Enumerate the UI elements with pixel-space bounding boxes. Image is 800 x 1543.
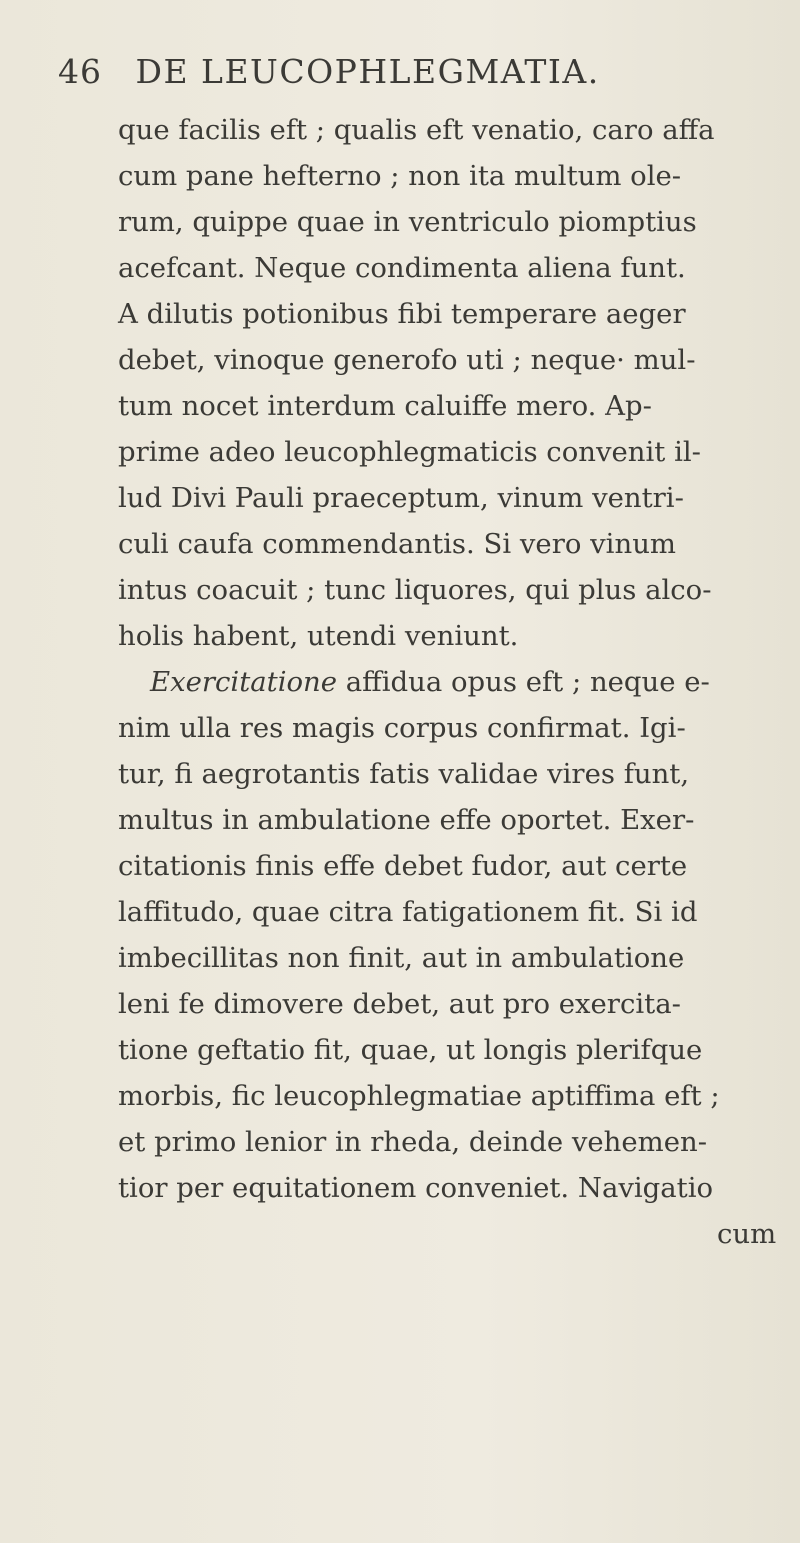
text-line: intus coacuit ; tunc liquores, qui plus alco- bbox=[118, 574, 712, 606]
text-line: cum pane hefterno ; non ita multum ole- bbox=[118, 160, 682, 192]
page-header bbox=[58, 52, 758, 91]
running-title: DE LEUCOPHLEGMATIA. bbox=[135, 52, 600, 91]
text-line: et primo lenior in rheda, deinde vehemen- bbox=[118, 1126, 708, 1158]
text-line: tur, fi aegrotantis fatis validae vires funt, bbox=[118, 758, 690, 790]
text-line: leni fe dimovere debet, aut pro exercita- bbox=[118, 988, 681, 1020]
italic-lead-word: Exercitatione bbox=[150, 666, 338, 698]
text-line: lud Divi Pauli praeceptum, vinum ventri- bbox=[118, 482, 684, 514]
text-line: imbecillitas non finit, aut in ambulatione bbox=[118, 942, 685, 974]
text-line: rum, quippe quae in ventriculo piomptius bbox=[118, 206, 697, 238]
text-line: nim ulla res magis corpus confirmat. Igi- bbox=[118, 712, 686, 744]
text-line: que facilis eft ; qualis eft venatio, caro affa bbox=[118, 114, 715, 146]
page-number: 46 bbox=[58, 52, 102, 91]
catchword: cum bbox=[717, 1218, 777, 1250]
text-line: debet, vinoque generofo uti ; neque· mul- bbox=[118, 344, 696, 376]
paragraph-lead-line bbox=[150, 662, 710, 702]
text-line: tum nocet interdum caluiffe mero. Ap- bbox=[118, 390, 652, 422]
text-line: tior per equitationem conveniet. Navigatio bbox=[118, 1172, 714, 1204]
text-line: morbis, fic leucophlegmatiae aptiffima eft ; bbox=[118, 1080, 720, 1112]
lead-line-rest: affidua opus eft ; neque e- bbox=[337, 666, 710, 698]
text-line: laffitudo, quae citra fatigationem fit. Si id bbox=[118, 896, 698, 928]
text-line: acefcant. Neque condimenta aliena funt. bbox=[118, 252, 686, 284]
text-line: citationis finis effe debet fudor, aut certe bbox=[118, 850, 688, 882]
text-line: culi caufa commendantis. Si vero vinum bbox=[118, 528, 676, 560]
text-line: multus in ambulatione effe oportet. Exer- bbox=[118, 804, 695, 836]
text-line: holis habent, utendi veniunt. bbox=[118, 620, 519, 652]
text-line: tione geftatio fit, quae, ut longis plerifque bbox=[118, 1034, 703, 1066]
text-line: prime adeo leucophlegmaticis convenit il- bbox=[118, 436, 701, 468]
text-line: A dilutis potionibus fibi temperare aeger bbox=[118, 298, 686, 330]
